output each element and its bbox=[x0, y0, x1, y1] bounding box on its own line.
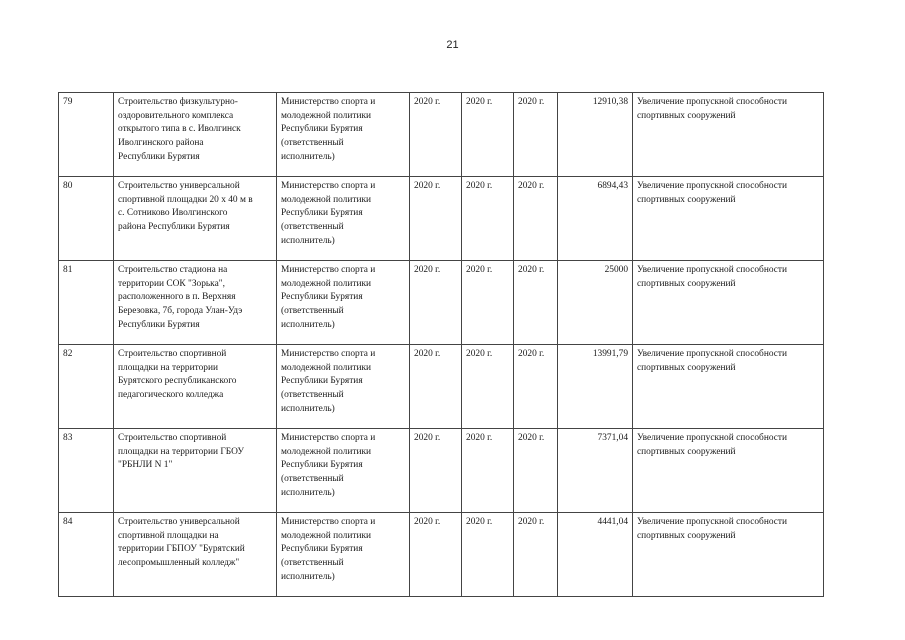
result-line: спортивных сооружений bbox=[637, 110, 736, 121]
object-name-cell bbox=[114, 177, 277, 261]
ministry-line: молодежной политики bbox=[281, 530, 372, 541]
object-line: Строительство универсальной bbox=[118, 181, 240, 191]
object-line: расположенного в п. Верхняя bbox=[118, 292, 236, 303]
ministry-line: молодежной политики bbox=[281, 278, 372, 289]
row-number-cell: 83 bbox=[59, 429, 114, 513]
year-start-cell: 2020 г. bbox=[410, 513, 462, 597]
year-mid-cell: 2020 г. bbox=[462, 177, 514, 261]
table-row bbox=[59, 345, 824, 429]
program-table bbox=[58, 92, 824, 597]
object-line: "РБНЛИ N 1" bbox=[118, 460, 173, 471]
year-end-cell: 2020 г. bbox=[514, 429, 558, 513]
object-name-cell bbox=[114, 513, 277, 597]
object-name-cell bbox=[114, 261, 277, 345]
ministry-line: молодежной политики bbox=[281, 194, 372, 205]
executor-cell bbox=[277, 177, 410, 261]
ministry-line: Министерство спорта и bbox=[281, 433, 376, 443]
amount-cell: 7371,04 bbox=[558, 429, 633, 513]
result-cell bbox=[633, 261, 824, 345]
ministry-line: исполнитель) bbox=[281, 151, 335, 162]
year-mid-cell: 2020 г. bbox=[462, 93, 514, 177]
year-end-cell: 2020 г. bbox=[514, 261, 558, 345]
year-end-cell: 2020 г. bbox=[514, 513, 558, 597]
object-line: Бурятского республиканского bbox=[118, 376, 237, 387]
object-line: педагогического колледжа bbox=[118, 390, 224, 401]
executor-cell bbox=[277, 513, 410, 597]
object-line: Строительство спортивной bbox=[118, 433, 227, 443]
ministry-line: Республики Бурятия bbox=[281, 376, 363, 387]
object-line: оздоровительного комплекса bbox=[118, 110, 234, 121]
row-number-cell: 79 bbox=[59, 93, 114, 177]
year-start-cell: 2020 г. bbox=[410, 93, 462, 177]
ministry-line: Министерство спорта и bbox=[281, 97, 376, 107]
table-row bbox=[59, 177, 824, 261]
object-line: Республики Бурятия bbox=[118, 151, 200, 162]
executor-cell bbox=[277, 93, 410, 177]
object-line: района Республики Бурятия bbox=[118, 222, 230, 233]
object-name-cell bbox=[114, 345, 277, 429]
table-row bbox=[59, 513, 824, 597]
executor-cell bbox=[277, 345, 410, 429]
year-mid-cell: 2020 г. bbox=[462, 261, 514, 345]
object-line: Строительство спортивной bbox=[118, 349, 227, 359]
year-end-cell: 2020 г. bbox=[514, 345, 558, 429]
table-row bbox=[59, 429, 824, 513]
ministry-line: молодежной политики bbox=[281, 110, 372, 121]
ministry-line: (ответственный bbox=[281, 390, 344, 401]
object-line: площадки на территории ГБОУ bbox=[118, 446, 244, 457]
object-line: лесопромышленный колледж" bbox=[118, 558, 240, 569]
result-line: спортивных сооружений bbox=[637, 530, 736, 541]
row-number-cell: 80 bbox=[59, 177, 114, 261]
ministry-line: исполнитель) bbox=[281, 487, 335, 498]
ministry-line: Республики Бурятия bbox=[281, 544, 363, 555]
result-line: спортивных сооружений bbox=[637, 362, 736, 373]
object-line: территории ГБПОУ "Бурятский bbox=[118, 544, 245, 555]
amount-cell: 12910,38 bbox=[558, 93, 633, 177]
result-line: Увеличение пропускной способности bbox=[637, 517, 788, 527]
result-line: Увеличение пропускной способности bbox=[637, 97, 788, 107]
amount-cell: 4441,04 bbox=[558, 513, 633, 597]
result-line: Увеличение пропускной способности bbox=[637, 433, 788, 443]
ministry-line: исполнитель) bbox=[281, 235, 335, 246]
object-line: спортивной площадки на bbox=[118, 530, 219, 541]
ministry-line: Республики Бурятия bbox=[281, 460, 363, 471]
object-name-cell bbox=[114, 429, 277, 513]
executor-cell bbox=[277, 261, 410, 345]
result-cell bbox=[633, 513, 824, 597]
year-end-cell: 2020 г. bbox=[514, 93, 558, 177]
ministry-line: (ответственный bbox=[281, 222, 344, 233]
year-end-cell: 2020 г. bbox=[514, 177, 558, 261]
executor-cell bbox=[277, 429, 410, 513]
ministry-line: Министерство спорта и bbox=[281, 265, 376, 275]
ministry-line: Министерство спорта и bbox=[281, 517, 376, 527]
year-mid-cell: 2020 г. bbox=[462, 345, 514, 429]
ministry-line: (ответственный bbox=[281, 558, 344, 569]
table-body bbox=[59, 93, 824, 597]
row-number-cell: 81 bbox=[59, 261, 114, 345]
row-number-cell: 84 bbox=[59, 513, 114, 597]
page-number: 21 bbox=[446, 39, 459, 51]
result-line: Увеличение пропускной способности bbox=[637, 181, 788, 191]
year-start-cell: 2020 г. bbox=[410, 429, 462, 513]
ministry-line: исполнитель) bbox=[281, 571, 335, 582]
object-line: площадки на территории bbox=[118, 362, 219, 373]
amount-cell: 13991,79 bbox=[558, 345, 633, 429]
year-start-cell: 2020 г. bbox=[410, 177, 462, 261]
year-start-cell: 2020 г. bbox=[410, 345, 462, 429]
ministry-line: Республики Бурятия bbox=[281, 208, 363, 219]
result-line: спортивных сооружений bbox=[637, 194, 736, 205]
object-line: Березовка, 7б, города Улан-Удэ bbox=[118, 306, 243, 317]
object-line: Строительство универсальной bbox=[118, 517, 240, 527]
year-mid-cell: 2020 г. bbox=[462, 513, 514, 597]
object-line: Строительство физкультурно- bbox=[118, 97, 238, 107]
object-line: спортивной площадки 20 х 40 м в bbox=[118, 194, 253, 205]
object-line: с. Сотниково Иволгинского bbox=[118, 208, 228, 219]
year-start-cell: 2020 г. bbox=[410, 261, 462, 345]
table-row bbox=[59, 93, 824, 177]
ministry-line: исполнитель) bbox=[281, 403, 335, 414]
ministry-line: (ответственный bbox=[281, 474, 344, 485]
result-cell bbox=[633, 429, 824, 513]
ministry-line: Республики Бурятия bbox=[281, 292, 363, 303]
ministry-line: Министерство спорта и bbox=[281, 349, 376, 359]
object-line: Строительство стадиона на bbox=[118, 265, 228, 275]
amount-cell: 6894,43 bbox=[558, 177, 633, 261]
result-cell bbox=[633, 177, 824, 261]
ministry-line: (ответственный bbox=[281, 306, 344, 317]
table-row bbox=[59, 261, 824, 345]
object-line: Иволгинского района bbox=[118, 138, 204, 149]
year-mid-cell: 2020 г. bbox=[462, 429, 514, 513]
amount-cell: 25000 bbox=[558, 261, 633, 345]
result-cell bbox=[633, 345, 824, 429]
object-line: открытого типа в с. Иволгинск bbox=[118, 124, 241, 135]
row-number-cell: 82 bbox=[59, 345, 114, 429]
ministry-line: молодежной политики bbox=[281, 446, 372, 457]
ministry-line: молодежной политики bbox=[281, 362, 372, 373]
ministry-line: исполнитель) bbox=[281, 319, 335, 330]
result-line: спортивных сооружений bbox=[637, 446, 736, 457]
result-cell bbox=[633, 93, 824, 177]
ministry-line: Республики Бурятия bbox=[281, 124, 363, 135]
ministry-line: (ответственный bbox=[281, 138, 344, 149]
object-name-cell bbox=[114, 93, 277, 177]
result-line: Увеличение пропускной способности bbox=[637, 349, 788, 359]
result-line: спортивных сооружений bbox=[637, 278, 736, 289]
ministry-line: Министерство спорта и bbox=[281, 181, 376, 191]
object-line: Республики Бурятия bbox=[118, 319, 200, 330]
result-line: Увеличение пропускной способности bbox=[637, 265, 788, 275]
object-line: территории СОК "Зорька", bbox=[118, 278, 225, 289]
